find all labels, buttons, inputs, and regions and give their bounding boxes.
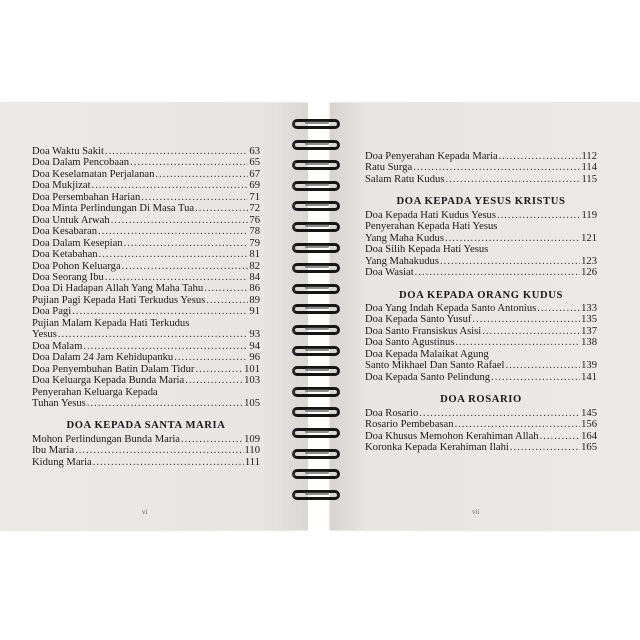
toc-page-number: 111 xyxy=(244,456,260,468)
toc-page-number: 135 xyxy=(581,314,597,326)
leader-dots xyxy=(185,375,243,386)
toc-entry xyxy=(365,151,597,162)
toc-page-number: 89 xyxy=(249,294,260,306)
toc-entry-title: Doa Santo Fransiskus Asisi xyxy=(365,325,482,337)
toc-page-number: 133 xyxy=(581,302,597,314)
toc-entry-title-continued: Yang Mahakudus xyxy=(365,255,439,267)
section-heading: DOA KEPADA ORANG KUDUS xyxy=(399,289,563,301)
toc-entry-title: Doa Khusus Memohon Kerahiman Allah xyxy=(365,430,539,442)
toc-entry xyxy=(365,337,597,348)
leader-dots xyxy=(122,261,249,272)
toc-entry xyxy=(32,306,260,317)
toc-entry-title: Doa Kesabaran xyxy=(32,226,98,238)
leader-dots xyxy=(415,267,580,278)
toc-page-number: 103 xyxy=(244,375,260,387)
toc-entry xyxy=(365,210,597,221)
spiral-ring xyxy=(292,346,340,356)
leader-dots xyxy=(440,256,580,267)
spiral-ring xyxy=(292,181,340,191)
left-page xyxy=(0,103,308,530)
toc-entry xyxy=(365,162,597,173)
toc-entry-title: Doa Dalam Kesepian xyxy=(32,237,123,249)
leader-dots xyxy=(155,169,248,180)
toc-entry-title: Doa Silih Kepada Hati Yesus xyxy=(365,244,489,256)
toc-entry xyxy=(32,445,260,456)
leader-dots xyxy=(505,360,580,371)
toc-entry-title: Salam Ratu Kudus xyxy=(365,173,445,185)
toc-entry xyxy=(365,326,597,337)
spiral-ring xyxy=(292,366,340,376)
spiral-ring xyxy=(292,263,340,273)
toc-entry-title: Mohon Perlindungan Bunda Maria xyxy=(32,433,180,445)
toc-entry xyxy=(32,249,260,260)
toc-entry-title: Rosario Pembebasan xyxy=(365,419,454,431)
spiral-ring xyxy=(292,304,340,314)
toc-entry-title: Koronka Kepada Kerahiman Ilahi xyxy=(365,441,509,453)
toc-page-number: 79 xyxy=(249,237,260,249)
toc-page-number: 109 xyxy=(244,433,260,445)
toc-page-number: 139 xyxy=(581,360,597,372)
right-page xyxy=(330,103,640,530)
toc-page-number: 86 xyxy=(249,283,260,295)
toc-entry xyxy=(32,261,260,272)
toc-page-number: 105 xyxy=(244,397,260,409)
left-toc-list xyxy=(32,146,260,468)
toc-entry xyxy=(365,431,597,442)
section-heading: DOA KEPADA SANTA MARIA xyxy=(66,420,226,432)
toc-entry-title: Doa Mukjizat xyxy=(32,180,91,192)
leader-dots xyxy=(72,306,248,317)
leader-dots xyxy=(445,174,580,185)
toc-page-number: 71 xyxy=(249,191,260,203)
spiral-ring xyxy=(292,160,340,170)
toc-page-number: 110 xyxy=(244,445,260,457)
toc-entry-title: Doa Keluarga Kepada Bunda Maria xyxy=(32,375,185,387)
leader-dots xyxy=(445,233,580,244)
toc-entry-title: Doa Santo Agustinus xyxy=(365,337,455,349)
leader-dots xyxy=(181,434,243,445)
toc-entry-title: Doa Kepada Santo Pelindung xyxy=(365,371,491,383)
toc-entry xyxy=(32,364,260,375)
toc-entry-title: Doa Penyembuhan Batin Dalam Tidur xyxy=(32,363,195,375)
leader-dots xyxy=(93,457,244,468)
toc-entry-title: Doa Seorang Ibu xyxy=(32,271,104,283)
toc-page-number: 101 xyxy=(244,363,260,375)
toc-entry-title-continued: Tuhan Yesus xyxy=(32,397,86,409)
toc-page-number: 91 xyxy=(249,306,260,318)
toc-page-number: 164 xyxy=(581,430,597,442)
toc-entry-title: Doa Rosario xyxy=(365,407,419,419)
leader-dots xyxy=(482,326,580,337)
spiral-ring xyxy=(292,387,340,397)
toc-entry xyxy=(32,434,260,445)
toc-page-number: 156 xyxy=(581,419,597,431)
spiral-ring xyxy=(292,201,340,211)
toc-entry xyxy=(365,442,597,453)
toc-page-number: 72 xyxy=(249,203,260,215)
toc-page-number: 112 xyxy=(581,151,597,162)
leader-dots xyxy=(206,295,248,306)
toc-entry-title: Ratu Surga xyxy=(365,162,413,174)
toc-entry xyxy=(32,180,260,191)
toc-entry xyxy=(365,303,597,314)
leader-dots xyxy=(141,192,248,203)
toc-entry xyxy=(32,457,260,468)
leader-dots xyxy=(510,442,580,453)
leader-dots xyxy=(75,445,243,456)
toc-entry xyxy=(32,146,260,157)
toc-entry xyxy=(32,352,260,363)
toc-entry xyxy=(365,372,597,383)
toc-page-number: 82 xyxy=(249,260,260,272)
toc-page-number: 76 xyxy=(249,214,260,226)
spiral-ring xyxy=(292,407,340,417)
spiral-ring xyxy=(292,325,340,335)
toc-entry-title: Pujian Pagi Kepada Hati Terkudus Yesus xyxy=(32,294,206,306)
toc-page-number: 84 xyxy=(249,271,260,283)
toc-entry xyxy=(32,295,260,306)
leader-dots xyxy=(455,419,581,430)
spiral-ring xyxy=(292,469,340,479)
toc-page-number: 65 xyxy=(249,157,260,169)
leader-dots xyxy=(472,314,580,325)
leader-dots xyxy=(83,341,248,352)
toc-entry-title: Doa Penyerahan Kepada Maria xyxy=(365,151,498,162)
left-folio: vi xyxy=(142,508,148,516)
toc-entry xyxy=(365,408,597,419)
toc-entry xyxy=(32,226,260,237)
leader-dots xyxy=(174,352,248,363)
toc-entry xyxy=(365,314,597,325)
leader-dots xyxy=(87,398,243,409)
toc-entry-title: Penyerahan Kepada Hati Yesus xyxy=(365,221,498,233)
leader-dots xyxy=(98,226,248,237)
toc-entry xyxy=(365,267,597,278)
toc-page-number: 93 xyxy=(249,329,260,341)
toc-entry xyxy=(365,360,597,371)
right-toc-list xyxy=(365,151,597,453)
spiral-ring xyxy=(292,428,340,438)
toc-entry xyxy=(32,157,260,168)
leader-dots xyxy=(419,408,580,419)
toc-entry-title: Doa Dalam Pencobaan xyxy=(32,157,130,169)
toc-page-number: 67 xyxy=(249,168,260,180)
toc-page-number: 63 xyxy=(249,146,260,157)
toc-entry xyxy=(365,174,597,185)
leader-dots xyxy=(92,180,249,191)
toc-page-number: 78 xyxy=(249,226,260,238)
toc-page-number: 138 xyxy=(581,337,597,349)
open-book xyxy=(0,103,640,530)
toc-entry xyxy=(365,256,597,267)
toc-entry-title: Pujian Malam Kepada Hati Terkudus xyxy=(32,317,190,329)
toc-entry-title: Doa Kepada Malaikat Agung xyxy=(365,348,489,360)
leader-dots xyxy=(99,249,249,260)
toc-entry-title: Kidung Maria xyxy=(32,456,92,468)
toc-entry-title: Doa Persembahan Harian xyxy=(32,191,141,203)
toc-entry xyxy=(32,238,260,249)
leader-dots xyxy=(105,146,248,157)
toc-entry xyxy=(32,375,260,386)
right-folio: vii xyxy=(472,508,480,516)
toc-entry-title: Doa Pohon Keluarga xyxy=(32,260,121,272)
leader-dots xyxy=(540,431,581,442)
toc-entry-title: Doa Ketabahan xyxy=(32,249,98,261)
leader-dots xyxy=(537,303,580,314)
leader-dots xyxy=(195,203,248,214)
toc-entry xyxy=(32,329,260,340)
toc-entry-title-continued: Yang Maha Kudus xyxy=(365,232,444,244)
toc-page-number: 96 xyxy=(249,352,260,364)
toc-entry-title: Doa Malam xyxy=(32,340,83,352)
leader-dots xyxy=(499,151,581,162)
toc-page-number: 126 xyxy=(581,267,597,279)
toc-page-number: 141 xyxy=(581,371,597,383)
toc-entry-title: Doa Kepada Santo Yusuf xyxy=(365,314,472,326)
spiral-ring xyxy=(292,284,340,294)
toc-entry xyxy=(32,341,260,352)
leader-dots xyxy=(491,372,580,383)
toc-page-number: 81 xyxy=(249,249,260,261)
toc-entry xyxy=(365,233,597,244)
toc-entry-title: Doa Waktu Sakit xyxy=(32,146,104,157)
toc-entry-title: Doa Keselamatan Perjalanan xyxy=(32,168,155,180)
toc-entry-title: Doa Kepada Hati Kudus Yesus xyxy=(365,209,496,221)
toc-page-number: 145 xyxy=(581,407,597,419)
leader-dots xyxy=(105,272,249,283)
toc-page-number: 94 xyxy=(249,340,260,352)
leader-dots xyxy=(455,337,580,348)
leader-dots xyxy=(58,329,249,340)
toc-entry xyxy=(32,203,260,214)
section-heading: DOA ROSARIO xyxy=(440,394,522,406)
toc-page-number: 165 xyxy=(581,441,597,453)
toc-entry xyxy=(32,192,260,203)
spiral-ring xyxy=(292,490,340,500)
toc-entry-title: Doa Untuk Arwah xyxy=(32,214,110,226)
toc-entry xyxy=(32,169,260,180)
section-heading: DOA KEPADA YESUS KRISTUS xyxy=(396,196,566,208)
toc-entry-title: Doa Yang Indah Kepada Santo Antonius xyxy=(365,302,537,314)
toc-entry-title: Doa Dalam 24 Jam Kehidupanku xyxy=(32,352,174,364)
toc-page-number: 115 xyxy=(581,173,597,185)
spiral-ring xyxy=(292,119,340,129)
toc-entry-title: Doa Wasiat xyxy=(365,267,414,279)
leader-dots xyxy=(124,238,249,249)
leader-dots xyxy=(413,162,580,173)
toc-page-number: 137 xyxy=(581,325,597,337)
toc-entry-title-continued: Yesus xyxy=(32,329,57,341)
toc-entry-title: Doa Di Hadapan Allah Yang Maha Tahu xyxy=(32,283,204,295)
toc-page-number: 114 xyxy=(581,162,597,174)
leader-dots xyxy=(204,283,248,294)
spiral-ring xyxy=(292,140,340,150)
toc-entry xyxy=(365,419,597,430)
spiral-ring xyxy=(292,449,340,459)
toc-entry xyxy=(32,398,260,409)
toc-page-number: 123 xyxy=(581,255,597,267)
toc-entry xyxy=(32,283,260,294)
toc-page-number: 121 xyxy=(581,232,597,244)
toc-entry-title: Penyerahan Keluarga Kepada xyxy=(32,386,158,398)
spiral-ring xyxy=(292,222,340,232)
toc-entry-title: Doa Minta Perlindungan Di Masa Tua xyxy=(32,203,195,215)
toc-page-number: 69 xyxy=(249,180,260,192)
leader-dots xyxy=(130,157,248,168)
toc-entry xyxy=(32,215,260,226)
toc-page-number: 119 xyxy=(581,209,597,221)
leader-dots xyxy=(111,215,249,226)
leader-dots xyxy=(497,210,581,221)
toc-entry-title: Ibu Maria xyxy=(32,445,75,457)
toc-entry-title-continued: Santo Mikhael Dan Santo Rafael xyxy=(365,360,505,372)
leader-dots xyxy=(195,364,243,375)
toc-entry xyxy=(32,272,260,283)
spiral-ring xyxy=(292,243,340,253)
toc-entry-title: Doa Pagi xyxy=(32,306,72,318)
